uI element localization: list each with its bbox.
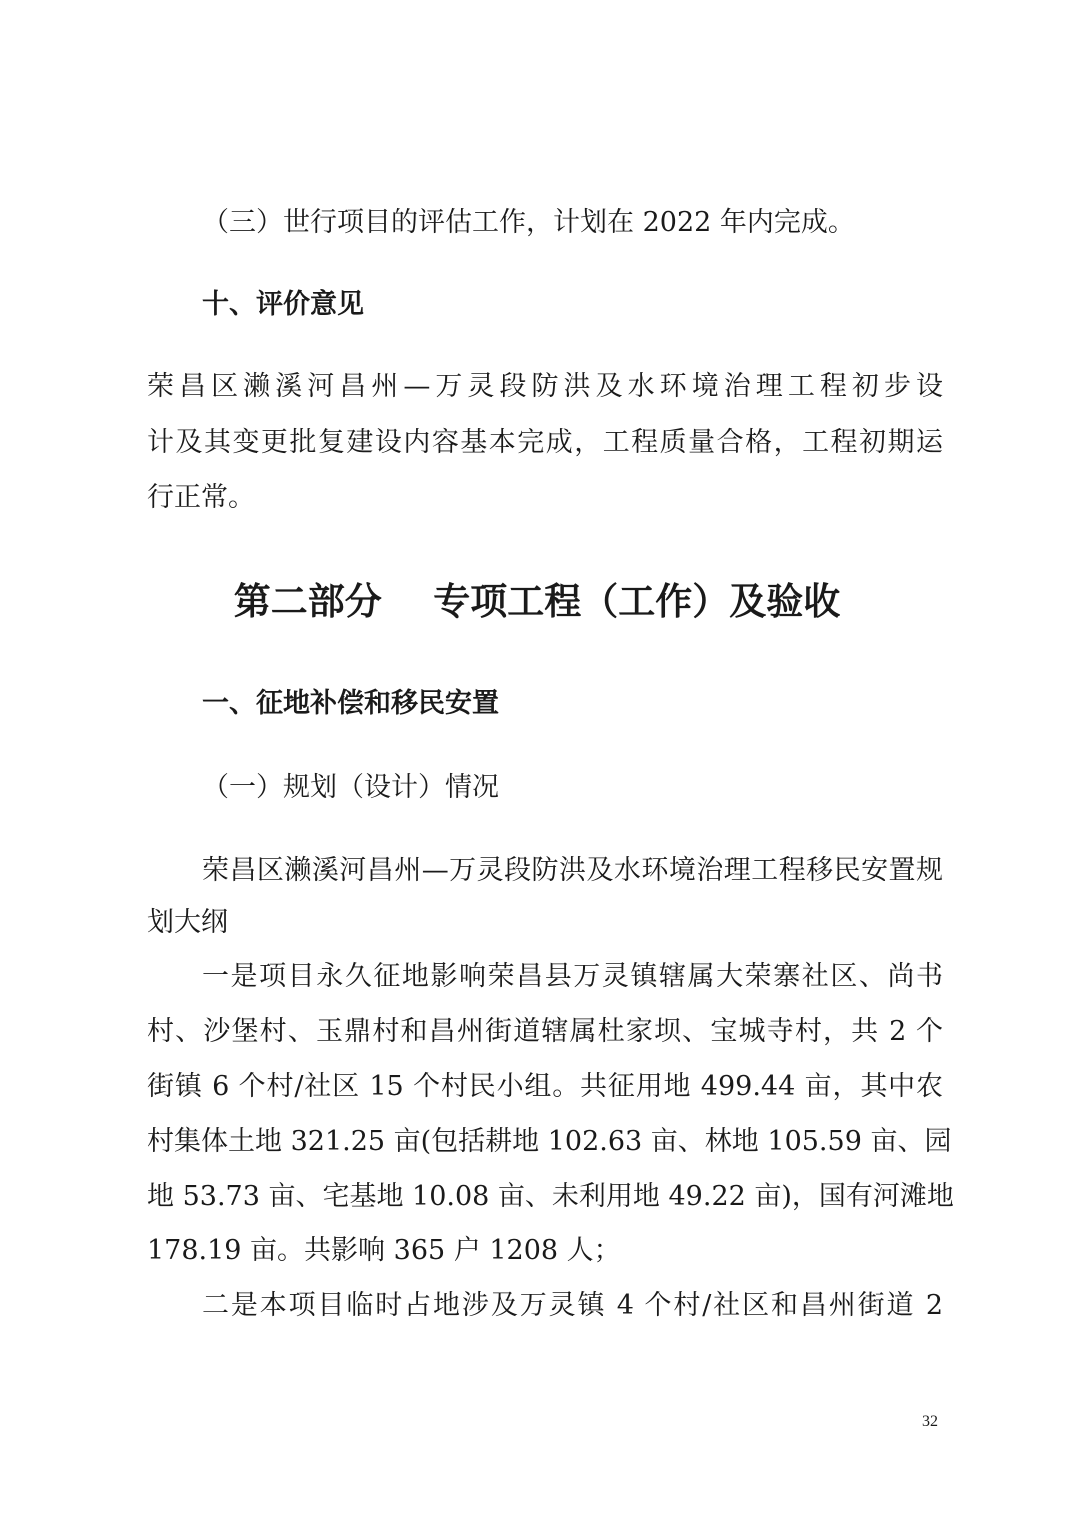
para1-line-4: 村集体土地 321.25 亩(包括耕地 102.63 亩、林地 105.59 亩、园	[147, 1126, 952, 1157]
plan-line-2: 划大纲	[147, 907, 228, 938]
subsection-1-heading: （一）规划（设计）情况	[202, 772, 499, 803]
page-number: 32	[922, 1413, 938, 1430]
item-3-text: （三）世行项目的评估工作，计划在 2022 年内完成。	[202, 207, 855, 238]
section-10-heading: 十、评价意见	[202, 289, 364, 320]
para1-line-1: 一是项目永久征地影响荣昌县万灵镇辖属大荣寨社区、尚书	[202, 961, 943, 992]
plan-line-1: 荣昌区濑溪河昌州—万灵段防洪及水环境治理工程移民安置规	[202, 855, 943, 886]
para1-line-2: 村、沙堡村、玉鼎村和昌州街道辖属杜家坝、宝城寺村，共 2 个	[147, 1016, 943, 1047]
eval-line-2: 计及其变更批复建设内容基本完成，工程质量合格，工程初期运	[147, 427, 943, 458]
eval-line-1: 荣昌区濑溪河昌州—万灵段防洪及水环境治理工程初步设	[147, 371, 943, 402]
eval-line-3: 行正常。	[147, 482, 255, 513]
para2-line-1: 二是本项目临时占地涉及万灵镇 4 个村/社区和昌州街道 2	[202, 1290, 943, 1321]
para1-line-6: 178.19 亩。共影响 365 户 1208 人；	[147, 1235, 621, 1266]
para1-line-5: 地 53.73 亩、宅基地 10.08 亩、未利用地 49.22 亩)，国有河滩地	[147, 1181, 954, 1212]
part-2-title: 第二部分 专项工程（工作）及验收	[233, 580, 841, 623]
section-1-heading: 一、征地补偿和移民安置	[202, 688, 499, 719]
para1-line-3: 街镇 6 个村/社区 15 个村民小组。共征用地 499.44 亩，其中农	[147, 1071, 943, 1102]
